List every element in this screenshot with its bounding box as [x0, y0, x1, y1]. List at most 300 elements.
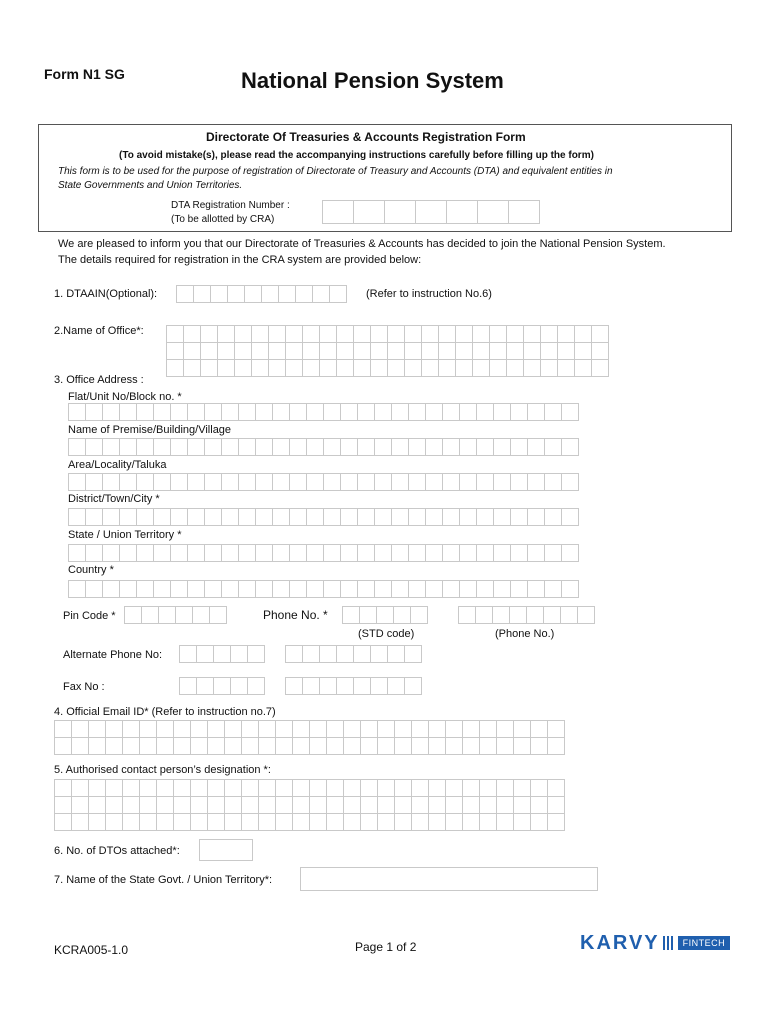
- character-box[interactable]: [207, 796, 225, 814]
- character-box[interactable]: [88, 779, 106, 797]
- character-box[interactable]: [238, 403, 256, 421]
- office-name-input-row-2[interactable]: [166, 342, 609, 360]
- character-box[interactable]: [323, 473, 341, 491]
- character-box[interactable]: [496, 779, 514, 797]
- character-box[interactable]: [360, 796, 378, 814]
- character-box[interactable]: [136, 580, 154, 598]
- std-code-input[interactable]: [342, 606, 428, 624]
- character-box[interactable]: [496, 737, 514, 755]
- character-box[interactable]: [68, 544, 86, 562]
- character-box[interactable]: [496, 720, 514, 738]
- character-box[interactable]: [272, 508, 290, 526]
- character-box[interactable]: [557, 342, 575, 360]
- character-box[interactable]: [374, 580, 392, 598]
- character-box[interactable]: [306, 438, 324, 456]
- character-box[interactable]: [200, 325, 218, 343]
- character-box[interactable]: [204, 544, 222, 562]
- character-box[interactable]: [340, 580, 358, 598]
- character-box[interactable]: [544, 544, 562, 562]
- character-box[interactable]: [210, 285, 228, 303]
- character-box[interactable]: [190, 796, 208, 814]
- character-box[interactable]: [122, 813, 140, 831]
- character-box[interactable]: [136, 438, 154, 456]
- fax-number-input[interactable]: [285, 677, 422, 695]
- character-box[interactable]: [462, 813, 480, 831]
- character-box[interactable]: [268, 325, 286, 343]
- character-box[interactable]: [292, 796, 310, 814]
- character-box[interactable]: [139, 737, 157, 755]
- character-box[interactable]: [340, 544, 358, 562]
- character-box[interactable]: [323, 403, 341, 421]
- character-box[interactable]: [224, 737, 242, 755]
- character-box[interactable]: [326, 813, 344, 831]
- character-box[interactable]: [343, 737, 361, 755]
- character-box[interactable]: [455, 359, 473, 377]
- character-box[interactable]: [136, 544, 154, 562]
- character-box[interactable]: [187, 508, 205, 526]
- character-box[interactable]: [476, 438, 494, 456]
- character-box[interactable]: [238, 438, 256, 456]
- character-box[interactable]: [472, 325, 490, 343]
- character-box[interactable]: [445, 796, 463, 814]
- character-box[interactable]: [275, 813, 293, 831]
- character-box[interactable]: [221, 580, 239, 598]
- character-box[interactable]: [509, 606, 527, 624]
- character-box[interactable]: [374, 438, 392, 456]
- character-box[interactable]: [54, 796, 72, 814]
- character-box[interactable]: [190, 737, 208, 755]
- character-box[interactable]: [479, 779, 497, 797]
- character-box[interactable]: [357, 403, 375, 421]
- character-box[interactable]: [476, 403, 494, 421]
- character-box[interactable]: [204, 508, 222, 526]
- character-box[interactable]: [410, 606, 428, 624]
- character-box[interactable]: [175, 606, 193, 624]
- character-box[interactable]: [176, 285, 194, 303]
- character-box[interactable]: [561, 438, 579, 456]
- flat-input[interactable]: [68, 403, 579, 421]
- character-box[interactable]: [241, 779, 259, 797]
- character-box[interactable]: [489, 342, 507, 360]
- character-box[interactable]: [156, 737, 174, 755]
- character-box[interactable]: [251, 325, 269, 343]
- character-box[interactable]: [530, 779, 548, 797]
- character-box[interactable]: [289, 473, 307, 491]
- character-box[interactable]: [547, 779, 565, 797]
- character-box[interactable]: [591, 325, 609, 343]
- character-box[interactable]: [411, 720, 429, 738]
- character-box[interactable]: [513, 720, 531, 738]
- character-box[interactable]: [326, 796, 344, 814]
- character-box[interactable]: [370, 325, 388, 343]
- character-box[interactable]: [394, 779, 412, 797]
- character-box[interactable]: [119, 508, 137, 526]
- character-box[interactable]: [394, 813, 412, 831]
- character-box[interactable]: [173, 737, 191, 755]
- character-box[interactable]: [207, 779, 225, 797]
- character-box[interactable]: [234, 325, 252, 343]
- character-box[interactable]: [306, 508, 324, 526]
- character-box[interactable]: [428, 813, 446, 831]
- character-box[interactable]: [156, 813, 174, 831]
- character-box[interactable]: [136, 473, 154, 491]
- character-box[interactable]: [285, 359, 303, 377]
- character-box[interactable]: [458, 606, 476, 624]
- character-box[interactable]: [207, 737, 225, 755]
- character-box[interactable]: [370, 677, 388, 695]
- character-box[interactable]: [506, 325, 524, 343]
- character-box[interactable]: [336, 645, 354, 663]
- character-box[interactable]: [238, 508, 256, 526]
- character-box[interactable]: [102, 438, 120, 456]
- alternate-std-input[interactable]: [179, 645, 265, 663]
- character-box[interactable]: [391, 473, 409, 491]
- character-box[interactable]: [54, 813, 72, 831]
- character-box[interactable]: [360, 720, 378, 738]
- character-box[interactable]: [187, 544, 205, 562]
- character-box[interactable]: [139, 796, 157, 814]
- character-box[interactable]: [275, 796, 293, 814]
- character-box[interactable]: [190, 720, 208, 738]
- character-box[interactable]: [244, 285, 262, 303]
- character-box[interactable]: [71, 720, 89, 738]
- character-box[interactable]: [204, 438, 222, 456]
- character-box[interactable]: [476, 473, 494, 491]
- character-box[interactable]: [230, 677, 248, 695]
- character-box[interactable]: [258, 813, 276, 831]
- character-box[interactable]: [187, 403, 205, 421]
- character-box[interactable]: [476, 508, 494, 526]
- character-box[interactable]: [122, 779, 140, 797]
- character-box[interactable]: [68, 438, 86, 456]
- character-box[interactable]: [526, 606, 544, 624]
- character-box[interactable]: [192, 606, 210, 624]
- character-box[interactable]: [561, 580, 579, 598]
- character-box[interactable]: [319, 359, 337, 377]
- character-box[interactable]: [353, 325, 371, 343]
- character-box[interactable]: [190, 813, 208, 831]
- character-box[interactable]: [510, 438, 528, 456]
- character-box[interactable]: [326, 737, 344, 755]
- character-box[interactable]: [170, 473, 188, 491]
- character-box[interactable]: [574, 342, 592, 360]
- character-box[interactable]: [224, 720, 242, 738]
- character-box[interactable]: [387, 342, 405, 360]
- character-box[interactable]: [340, 403, 358, 421]
- character-box[interactable]: [561, 473, 579, 491]
- character-box[interactable]: [479, 813, 497, 831]
- character-box[interactable]: [323, 438, 341, 456]
- character-box[interactable]: [105, 796, 123, 814]
- character-box[interactable]: [238, 544, 256, 562]
- character-box[interactable]: [357, 544, 375, 562]
- character-box[interactable]: [258, 779, 276, 797]
- character-box[interactable]: [234, 359, 252, 377]
- character-box[interactable]: [445, 720, 463, 738]
- character-box[interactable]: [166, 342, 184, 360]
- character-box[interactable]: [459, 473, 477, 491]
- character-box[interactable]: [411, 737, 429, 755]
- state-input[interactable]: [68, 544, 579, 562]
- character-box[interactable]: [136, 508, 154, 526]
- character-box[interactable]: [85, 438, 103, 456]
- character-box[interactable]: [139, 813, 157, 831]
- character-box[interactable]: [394, 796, 412, 814]
- character-box[interactable]: [88, 737, 106, 755]
- character-box[interactable]: [543, 606, 561, 624]
- character-box[interactable]: [323, 508, 341, 526]
- character-box[interactable]: [292, 720, 310, 738]
- character-box[interactable]: [574, 325, 592, 343]
- character-box[interactable]: [489, 359, 507, 377]
- character-box[interactable]: [221, 473, 239, 491]
- character-box[interactable]: [85, 473, 103, 491]
- character-box[interactable]: [153, 403, 171, 421]
- character-box[interactable]: [360, 779, 378, 797]
- character-box[interactable]: [183, 325, 201, 343]
- character-box[interactable]: [408, 438, 426, 456]
- character-box[interactable]: [183, 342, 201, 360]
- character-box[interactable]: [530, 813, 548, 831]
- character-box[interactable]: [404, 677, 422, 695]
- character-box[interactable]: [292, 779, 310, 797]
- character-box[interactable]: [547, 796, 565, 814]
- character-box[interactable]: [540, 359, 558, 377]
- character-box[interactable]: [336, 677, 354, 695]
- dtaain-input[interactable]: [176, 285, 347, 303]
- character-box[interactable]: [68, 580, 86, 598]
- character-box[interactable]: [312, 285, 330, 303]
- character-box[interactable]: [258, 796, 276, 814]
- character-box[interactable]: [527, 544, 545, 562]
- character-box[interactable]: [523, 325, 541, 343]
- character-box[interactable]: [302, 342, 320, 360]
- character-box[interactable]: [285, 677, 303, 695]
- character-box[interactable]: [561, 508, 579, 526]
- character-box[interactable]: [153, 508, 171, 526]
- character-box[interactable]: [411, 796, 429, 814]
- character-box[interactable]: [353, 677, 371, 695]
- character-box[interactable]: [591, 342, 609, 360]
- email-input-row-1[interactable]: [54, 720, 565, 738]
- character-box[interactable]: [227, 285, 245, 303]
- character-box[interactable]: [527, 438, 545, 456]
- character-box[interactable]: [105, 737, 123, 755]
- character-box[interactable]: [139, 720, 157, 738]
- character-box[interactable]: [196, 645, 214, 663]
- character-box[interactable]: [302, 325, 320, 343]
- character-box[interactable]: [560, 606, 578, 624]
- character-box[interactable]: [493, 508, 511, 526]
- character-box[interactable]: [387, 325, 405, 343]
- character-box[interactable]: [462, 779, 480, 797]
- district-input[interactable]: [68, 508, 579, 526]
- character-box[interactable]: [166, 325, 184, 343]
- character-box[interactable]: [170, 508, 188, 526]
- character-box[interactable]: [343, 720, 361, 738]
- character-box[interactable]: [336, 325, 354, 343]
- character-box[interactable]: [88, 720, 106, 738]
- character-box[interactable]: [85, 508, 103, 526]
- character-box[interactable]: [302, 645, 320, 663]
- character-box[interactable]: [319, 342, 337, 360]
- character-box[interactable]: [462, 796, 480, 814]
- character-box[interactable]: [394, 737, 412, 755]
- phone-number-input[interactable]: [458, 606, 595, 624]
- character-box[interactable]: [391, 580, 409, 598]
- character-box[interactable]: [295, 285, 313, 303]
- character-box[interactable]: [425, 473, 443, 491]
- character-box[interactable]: [309, 737, 327, 755]
- character-box[interactable]: [136, 403, 154, 421]
- character-box[interactable]: [425, 438, 443, 456]
- character-box[interactable]: [544, 508, 562, 526]
- character-box[interactable]: [261, 285, 279, 303]
- character-box[interactable]: [309, 779, 327, 797]
- character-box[interactable]: [357, 508, 375, 526]
- character-box[interactable]: [523, 359, 541, 377]
- character-box[interactable]: [411, 779, 429, 797]
- character-box[interactable]: [187, 473, 205, 491]
- character-box[interactable]: [340, 438, 358, 456]
- character-box[interactable]: [221, 508, 239, 526]
- character-box[interactable]: [238, 580, 256, 598]
- character-box[interactable]: [459, 403, 477, 421]
- character-box[interactable]: [377, 779, 395, 797]
- character-box[interactable]: [442, 473, 460, 491]
- character-box[interactable]: [102, 580, 120, 598]
- character-box[interactable]: [275, 779, 293, 797]
- state-govt-input[interactable]: [300, 867, 598, 891]
- character-box[interactable]: [445, 779, 463, 797]
- character-box[interactable]: [272, 438, 290, 456]
- character-box[interactable]: [342, 606, 360, 624]
- character-box[interactable]: [445, 813, 463, 831]
- character-box[interactable]: [506, 359, 524, 377]
- character-box[interactable]: [374, 403, 392, 421]
- character-box[interactable]: [425, 403, 443, 421]
- character-box[interactable]: [173, 796, 191, 814]
- character-box[interactable]: [459, 544, 477, 562]
- character-box[interactable]: [476, 580, 494, 598]
- character-box[interactable]: [475, 606, 493, 624]
- character-box[interactable]: [510, 473, 528, 491]
- character-box[interactable]: [258, 720, 276, 738]
- character-box[interactable]: [54, 720, 72, 738]
- character-box[interactable]: [408, 403, 426, 421]
- character-box[interactable]: [561, 544, 579, 562]
- character-box[interactable]: [153, 473, 171, 491]
- character-box[interactable]: [68, 403, 86, 421]
- character-box[interactable]: [105, 779, 123, 797]
- character-box[interactable]: [124, 606, 142, 624]
- character-box[interactable]: [577, 606, 595, 624]
- character-box[interactable]: [102, 544, 120, 562]
- character-box[interactable]: [527, 580, 545, 598]
- character-box[interactable]: [476, 544, 494, 562]
- character-box[interactable]: [71, 737, 89, 755]
- character-box[interactable]: [326, 779, 344, 797]
- character-box[interactable]: [88, 813, 106, 831]
- character-box[interactable]: [278, 285, 296, 303]
- character-box[interactable]: [438, 359, 456, 377]
- character-box[interactable]: [268, 359, 286, 377]
- character-box[interactable]: [285, 645, 303, 663]
- character-box[interactable]: [455, 342, 473, 360]
- character-box[interactable]: [479, 720, 497, 738]
- character-box[interactable]: [340, 473, 358, 491]
- character-box[interactable]: [394, 720, 412, 738]
- character-box[interactable]: [408, 580, 426, 598]
- character-box[interactable]: [170, 580, 188, 598]
- character-box[interactable]: [179, 677, 197, 695]
- character-box[interactable]: [442, 438, 460, 456]
- character-box[interactable]: [221, 403, 239, 421]
- fax-std-input[interactable]: [179, 677, 265, 695]
- character-box[interactable]: [241, 720, 259, 738]
- character-box[interactable]: [247, 677, 265, 695]
- character-box[interactable]: [326, 720, 344, 738]
- character-box[interactable]: [213, 677, 231, 695]
- character-box[interactable]: [170, 403, 188, 421]
- character-box[interactable]: [479, 737, 497, 755]
- character-box[interactable]: [319, 645, 337, 663]
- character-box[interactable]: [492, 606, 510, 624]
- character-box[interactable]: [544, 580, 562, 598]
- character-box[interactable]: [377, 796, 395, 814]
- character-box[interactable]: [353, 645, 371, 663]
- character-box[interactable]: [340, 508, 358, 526]
- character-box[interactable]: [193, 285, 211, 303]
- character-box[interactable]: [455, 325, 473, 343]
- character-box[interactable]: [374, 473, 392, 491]
- character-box[interactable]: [493, 580, 511, 598]
- character-box[interactable]: [156, 796, 174, 814]
- character-box[interactable]: [272, 580, 290, 598]
- character-box[interactable]: [251, 342, 269, 360]
- character-box[interactable]: [557, 359, 575, 377]
- character-box[interactable]: [122, 737, 140, 755]
- character-box[interactable]: [255, 544, 273, 562]
- character-box[interactable]: [153, 580, 171, 598]
- character-box[interactable]: [319, 325, 337, 343]
- character-box[interactable]: [357, 438, 375, 456]
- character-box[interactable]: [323, 580, 341, 598]
- character-box[interactable]: [54, 737, 72, 755]
- character-box[interactable]: [255, 508, 273, 526]
- country-input[interactable]: [68, 580, 579, 598]
- character-box[interactable]: [54, 779, 72, 797]
- character-box[interactable]: [459, 580, 477, 598]
- character-box[interactable]: [289, 438, 307, 456]
- character-box[interactable]: [173, 779, 191, 797]
- character-box[interactable]: [255, 438, 273, 456]
- character-box[interactable]: [472, 359, 490, 377]
- character-box[interactable]: [255, 580, 273, 598]
- character-box[interactable]: [408, 508, 426, 526]
- character-box[interactable]: [377, 813, 395, 831]
- character-box[interactable]: [404, 342, 422, 360]
- character-box[interactable]: [387, 359, 405, 377]
- character-box[interactable]: [391, 438, 409, 456]
- character-box[interactable]: [391, 544, 409, 562]
- character-box[interactable]: [428, 737, 446, 755]
- character-box[interactable]: [421, 325, 439, 343]
- character-box[interactable]: [119, 403, 137, 421]
- character-box[interactable]: [438, 325, 456, 343]
- designation-input-row-1[interactable]: [54, 779, 565, 797]
- character-box[interactable]: [527, 403, 545, 421]
